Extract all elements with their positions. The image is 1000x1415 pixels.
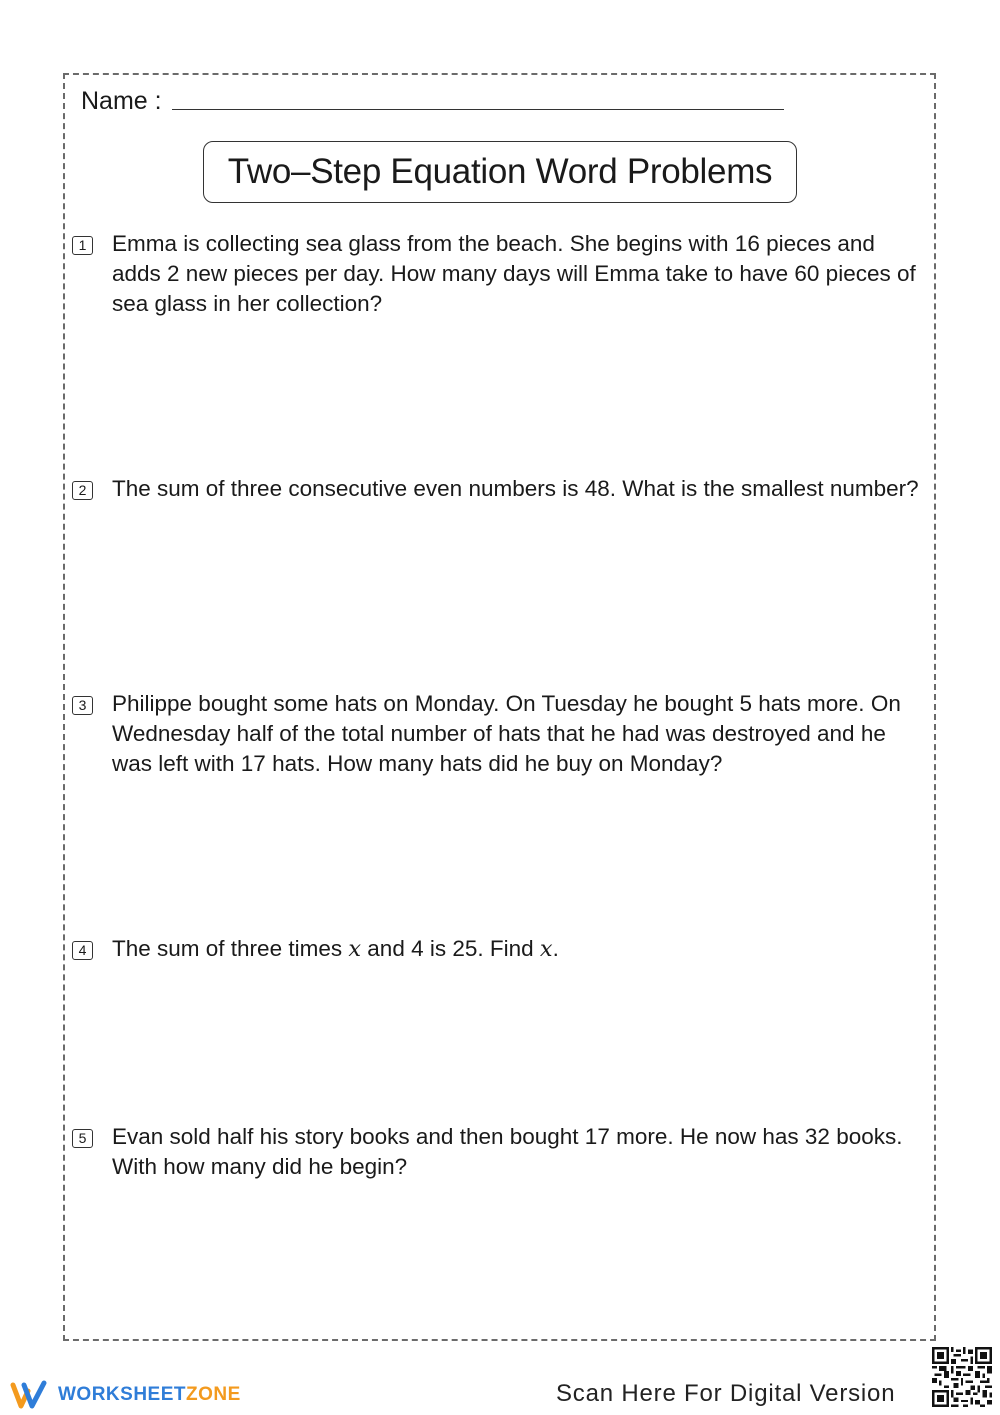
name-field-line[interactable] (172, 109, 784, 110)
qr-code-icon[interactable] (932, 1347, 992, 1407)
problem-text: Emma is collecting sea glass from the beach. She begins with 16 pieces and adds 2 new pieces per day. How many days will Emma take to have 60 pieces of sea glass in her collection? (112, 231, 916, 316)
worksheet-title: Two–Step Equation Word Problems (203, 141, 797, 203)
logo-word-worksheet: WORKSHEET (58, 1384, 186, 1405)
logo-text (58, 1384, 241, 1406)
scan-instruction: Scan Here For Digital Version (556, 1380, 896, 1407)
problem-text-part: and 4 is 25. Find (361, 936, 540, 961)
variable-x: x (539, 936, 553, 962)
problem-number-badge: 3 (72, 696, 93, 715)
problem-text: Evan sold half his story books and then bought 17 more. He now has 32 books. With how many did he begin? (112, 1124, 903, 1179)
problem-number-badge: 2 (72, 481, 93, 500)
problem-text (112, 934, 924, 964)
logo-word-zone: ZONE (186, 1384, 241, 1405)
name-label: Name : (81, 87, 162, 115)
problem-text-part: . (552, 936, 559, 961)
problem-text: Philippe bought some hats on Monday. On Tuesday he bought 5 hats more. On Wednesday half of the total number of hats that he had was destroyed and he was left with 17 hats. How many hats did he buy on Monday? (112, 691, 901, 776)
problem-number-badge: 4 (72, 941, 93, 960)
variable-x: x (348, 936, 362, 962)
problem-number-badge: 5 (72, 1129, 93, 1148)
problem-text: The sum of three consecutive even numbers is 48. What is the smallest number? (112, 476, 919, 501)
name-row (81, 86, 162, 116)
problem-number-badge: 1 (72, 236, 93, 255)
logo-w-icon (10, 1379, 54, 1411)
worksheetzone-logo[interactable] (10, 1378, 241, 1412)
problem-text-part: The sum of three times (112, 936, 349, 961)
